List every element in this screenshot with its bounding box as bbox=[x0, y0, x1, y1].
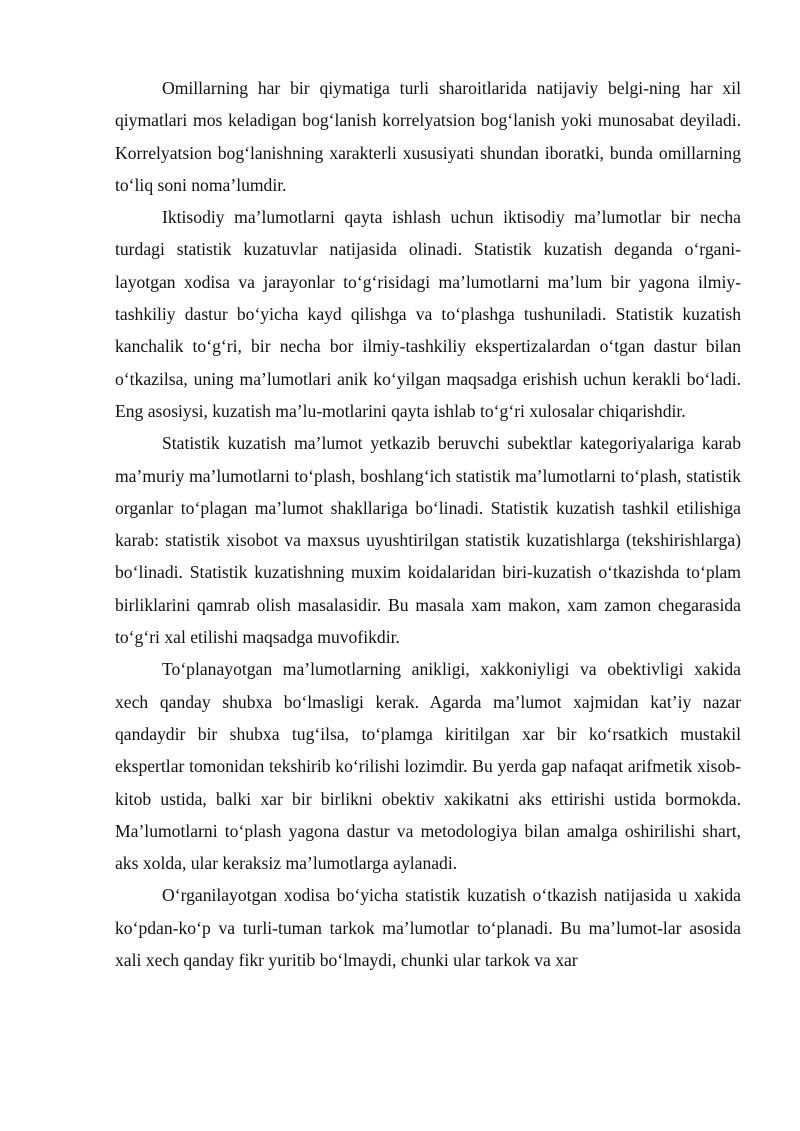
paragraph-1: Omillarning har bir qiymatiga turli sharoitlarida natijaviy belgi-ning har xil qiymatlari mos keladigan bog‘lanish korrelyatsion bog‘lanish yoki munosabat deyiladi. Korrelyatsion bog‘lanishning xarakterli xususiyati shundan iboratki, bunda omillarning to‘liq soni noma’lumdir. bbox=[115, 78, 741, 195]
paragraph-4: To‘planayotgan ma’lumotlarning anikligi, xakkoniyligi va obektivligi xakida xech qanday shubxa bo‘lmasligi kerak. Agarda ma’lumot xajmidan kat’iy nazar qandaydir bir shubxa tug‘ilsa, to‘plamga kiritilgan xar bir ko‘rsatkich mustakil ekspertlar tomonidan tekshirib ko‘rilishi lozimdir. Bu yerda gap nafaqat arifmetik xisob-kitob ustida, balki xar bir birlikni obektiv xakikatni aks ettirishi ustida bormokda. Ma’lumotlarni to‘plash yagona dastur va metodologiya bilan amalga oshirilishi shart, aks xolda, ular keraksiz ma’lumotlarga aylanadi. bbox=[115, 659, 741, 874]
document-page bbox=[115, 72, 741, 976]
paragraph-5: O‘rganilayotgan xodisa bo‘yicha statistik kuzatish o‘tkazish natijasida u xakida ko‘pdan-ko‘p va turli-tuman tarkok ma’lumotlar to‘planadi. Bu ma’lumot-lar asosida xali xech qanday fikr yuritib bo‘lmaydi, chunki ular tarkok va xar bbox=[115, 885, 741, 971]
paragraph-2: Iktisodiy ma’lumotlarni qayta ishlash uchun iktisodiy ma’lumotlar bir necha turdagi statistik kuzatuvlar natijasida olinadi. Statistik kuzatish deganda o‘rgani-layotgan xodisa va jarayonlar to‘g‘risidagi ma’lumotlarni ma’lum bir yagona ilmiy-tashkiliy dastur bo‘yicha kayd qilishga va to‘plashga tushuniladi. Statistik kuzatish kanchalik to‘g‘ri, bir necha bor ilmiy-tashkiliy ekspertizalardan o‘tgan dastur bilan o‘tkazilsa, uning ma’lumotlari anik ko‘yilgan maqsadga erishish uchun kerakli bo‘ladi. Eng asosiysi, kuzatish ma’lu-motlarini qayta ishlab to‘g‘ri xulosalar chiqarishdir. bbox=[115, 207, 741, 421]
paragraph-3: Statistik kuzatish ma’lumot yetkazib beruvchi subektlar kategoriyalariga karab ma’muriy ma’lumotlarni to‘plash, boshlang‘ich statistik ma’lumotlarni to‘plash, statistik organlar to‘plagan ma’lumot shakllariga bo‘linadi. Statistik kuzatish tashkil etilishiga karab: statistik xisobot va maxsus uyushtirilgan statistik kuzatishlarga (tekshirishlarga) bo‘linadi. Statistik kuzatishning muxim koidalaridan biri-kuzatish o‘tkazishda to‘plam birliklarini qamrab olish masalasidir. Bu masala xam makon, xam zamon chegarasida to‘g‘ri xal etilishi maqsadga muvofikdir. bbox=[115, 433, 741, 648]
